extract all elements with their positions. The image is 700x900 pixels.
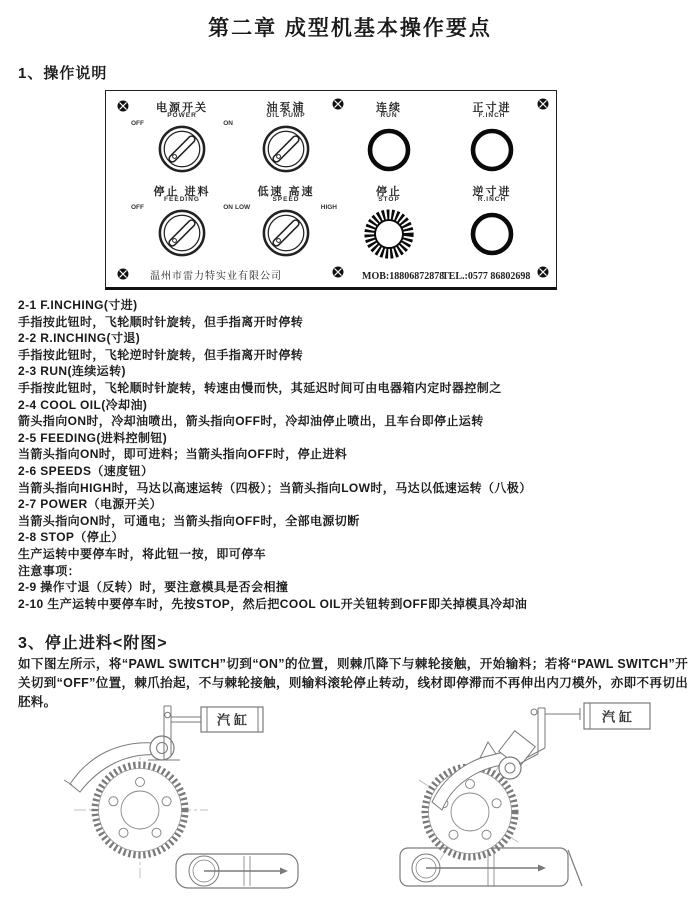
phone-number: TEL.:0577 86802698 xyxy=(442,271,531,282)
speed-control xyxy=(231,183,341,258)
instruction-line: 手指按此钮时，飞轮逆时针旋转，但手指离开时停转 xyxy=(18,347,304,362)
run-button[interactable] xyxy=(334,124,444,174)
operation-instructions xyxy=(18,297,690,612)
instruction-line: 当箭头指向ON时，可通电；当箭头指向OFF时，全部电源切断 xyxy=(18,513,360,528)
feeding-knob[interactable] xyxy=(127,208,237,258)
control-sublabel: SPEED xyxy=(272,196,300,203)
knob-low-mark: LOW xyxy=(235,204,251,211)
oil-pump-control xyxy=(231,99,341,174)
power-switch-knob[interactable] xyxy=(127,124,237,174)
section3-heading: 3、停止进料<附图> xyxy=(18,635,168,652)
knob-off-mark: OFF xyxy=(131,120,144,127)
company-name: 温州市雷力特实业有限公司 xyxy=(150,271,282,282)
instruction-line: 箭头指向ON时，冷却油喷出，箭头指向OFF时，冷却油停止喷出，且车台即停止运转 xyxy=(18,414,484,429)
forward-inch-control xyxy=(437,99,547,174)
stop-button[interactable] xyxy=(334,208,444,262)
instruction-line: 2-3 RUN(连续运转) xyxy=(18,364,126,379)
control-sublabel: POWER xyxy=(167,112,197,119)
forward-inch-button[interactable] xyxy=(437,124,547,174)
power-switch-control xyxy=(127,99,237,174)
reverse-inch-control xyxy=(437,183,547,258)
run-control xyxy=(334,99,444,174)
roller-bracket xyxy=(176,854,298,888)
instruction-line: 2-6 SPEEDS（速度钮） xyxy=(18,463,154,478)
cylinder-label: 汽缸 xyxy=(601,709,637,725)
panel-footer xyxy=(106,267,556,287)
knob-high-mark: HIGH xyxy=(320,204,337,211)
section1-heading: 1、操作说明 xyxy=(18,65,108,82)
instruction-line: 2-2 R.INCHING(寸退) xyxy=(18,331,141,346)
knob-on-mark: ON xyxy=(223,120,233,127)
control-sublabel: OIL PUMP xyxy=(266,112,306,119)
section3-paragraph: 如下图左所示，将“PAWL SWITCH”切到“ON”的位置，则棘爪降下与棘轮接触，开始输料；若将“PAWL SWITCH”开关切到“OFF”位置，棘爪抬起，不与棘轮接触，则输料滚轮停止转动，线材即停滞而不再伸出内刀模外，亦即不再切出胚料。 xyxy=(18,657,688,709)
instruction-line: 2-9 操作寸退（反转）时，要注意模具是否会相撞 xyxy=(18,580,289,595)
instruction-line: 注意事项： xyxy=(18,563,81,578)
control-sublabel: R.INCH xyxy=(477,196,507,203)
page-title: 第二章 成型机基本操作要点 xyxy=(208,17,492,40)
cylinder-label: 汽缸 xyxy=(216,712,252,728)
control-label: 连续 xyxy=(376,102,402,114)
control-label: 低速 高速 xyxy=(257,186,315,198)
instruction-line: 手指按此钮时，飞轮顺时针旋转，转速由慢而快，其延迟时间可由电器箱内定时器控制之 xyxy=(18,380,502,395)
knob-off-mark: OFF xyxy=(131,204,144,211)
mobile-number: MOB:18806872878 xyxy=(362,271,445,282)
control-label: 油泵浦 xyxy=(266,102,306,114)
control-sublabel: STOP xyxy=(378,196,400,203)
instruction-line: 手指按此钮时，飞轮顺时针旋转，但手指离开时停转 xyxy=(18,314,304,329)
instruction-line: 生产运转中要停车时，将此钮一按，即可停车 xyxy=(18,546,267,561)
oil-pump-knob[interactable] xyxy=(231,124,341,174)
instruction-line: 2-7 POWER（电源开关） xyxy=(18,497,163,512)
control-label: 停止 进料 xyxy=(153,186,211,198)
instruction-line: 2-8 STOP（停止） xyxy=(18,530,124,545)
control-sublabel: RUN xyxy=(380,112,398,119)
feeding-control xyxy=(127,183,237,258)
ratchet-wheel xyxy=(425,767,515,857)
instruction-line: 2-1 F.INCHING(寸进) xyxy=(18,298,138,312)
control-label: 逆寸进 xyxy=(472,186,512,198)
control-sublabel: FEEDING xyxy=(164,196,200,203)
instruction-line: 2-5 FEEDING(进料控制钮) xyxy=(18,430,168,445)
instruction-line: 当箭头指向HIGH时，马达以高速运转（四极）；当箭头指向LOW时，马达以低速运转（八极） xyxy=(18,480,532,495)
control-label: 正寸进 xyxy=(472,102,512,114)
control-label: 停止 xyxy=(376,186,402,198)
knob-on-mark: ON xyxy=(223,204,233,211)
instruction-line: 当箭头指向ON时，即可进料；当箭头指向OFF时，停止进料 xyxy=(18,447,348,462)
roller-bracket xyxy=(400,848,582,886)
instruction-line: 2-10 生产运转中要停车时，先按STOP，然后把COOL OIL开关钮转到OFF即关掉模具冷却油 xyxy=(18,596,528,611)
pawl-off-diagram xyxy=(392,698,664,894)
speed-knob[interactable] xyxy=(231,208,341,258)
reverse-inch-button[interactable] xyxy=(437,208,547,258)
control-label: 电源开关 xyxy=(156,102,208,114)
ratchet-wheel xyxy=(95,765,185,855)
stop-control xyxy=(334,183,444,262)
control-sublabel: F.INCH xyxy=(478,112,506,119)
instruction-line: 2-4 COOL OIL(冷却油) xyxy=(18,397,148,412)
control-panel xyxy=(105,90,557,290)
pawl-on-diagram xyxy=(58,698,318,894)
